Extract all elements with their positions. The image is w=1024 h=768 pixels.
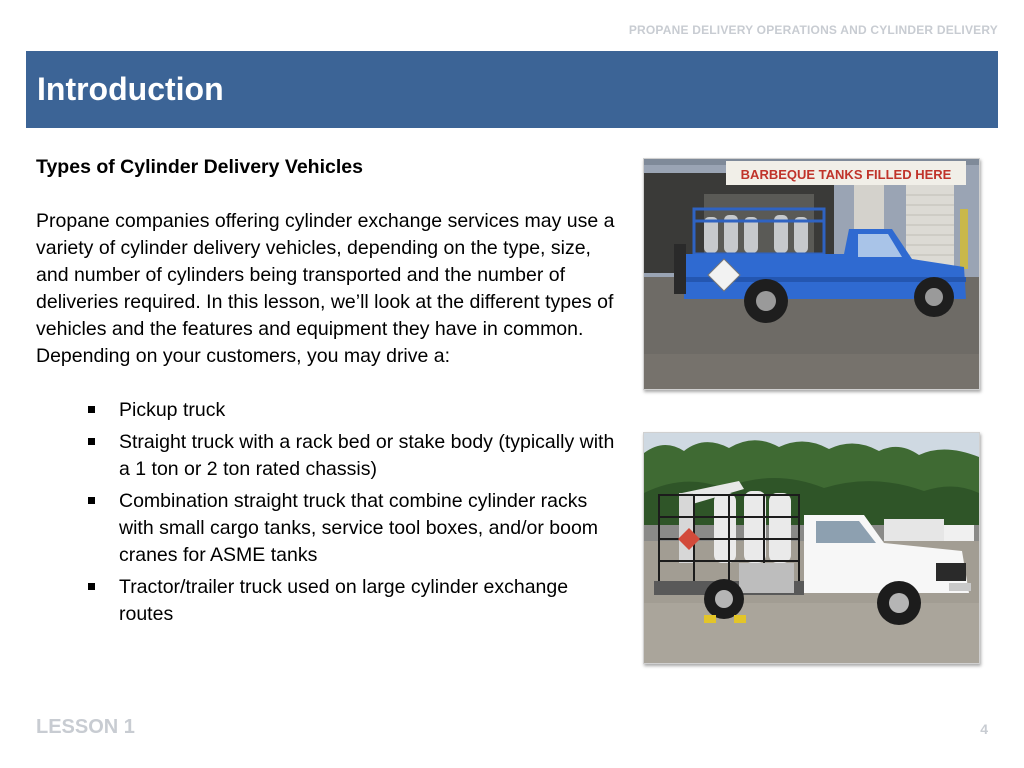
pickup-truck-photo — [643, 158, 980, 390]
course-title: PROPANE DELIVERY OPERATIONS AND CYLINDER DELIVERY — [628, 23, 998, 37]
square-bullet-icon — [88, 583, 95, 590]
title-bar — [26, 51, 998, 128]
list-item — [88, 574, 616, 628]
square-bullet-icon — [88, 406, 95, 413]
list-item-text: Combination straight truck that combine cylinder racks with small cargo tanks, service tool boxes, and/or boom cranes for ASME tanks — [119, 490, 599, 566]
square-bullet-icon — [88, 438, 95, 445]
list-item — [88, 397, 616, 424]
list-item — [88, 429, 616, 483]
list-item-text: Pickup truck — [119, 399, 226, 421]
tank-sign-text: BARBEQUE TANKS FILLED HERE — [740, 167, 952, 182]
vehicle-type-list — [36, 397, 616, 628]
page-number: 4 — [980, 721, 988, 737]
list-item-text: Tractor/trailer truck used on large cylinder exchange routes — [119, 576, 569, 625]
straight-truck-photo — [643, 432, 980, 664]
list-item-text: Straight truck with a rack bed or stake body (typically with a 1 ton or 2 ton rated chassis) — [119, 431, 615, 480]
intro-paragraph: Propane companies offering cylinder exchange services may use a variety of cylinder delivery vehicles, depending on the type, size, and number of cylinders being transported and the number of deliveries required. In this lesson, we’ll look at the different types of vehicles and the features and equipment they have in common. Depending on your customers, you may drive a: — [36, 210, 615, 367]
square-bullet-icon — [88, 497, 95, 504]
slide-content — [36, 154, 616, 633]
lesson-label: LESSON 1 — [36, 716, 135, 738]
list-item — [88, 488, 616, 569]
slide-title: Introduction — [37, 71, 224, 107]
section-subheading: Types of Cylinder Delivery Vehicles — [36, 156, 363, 178]
